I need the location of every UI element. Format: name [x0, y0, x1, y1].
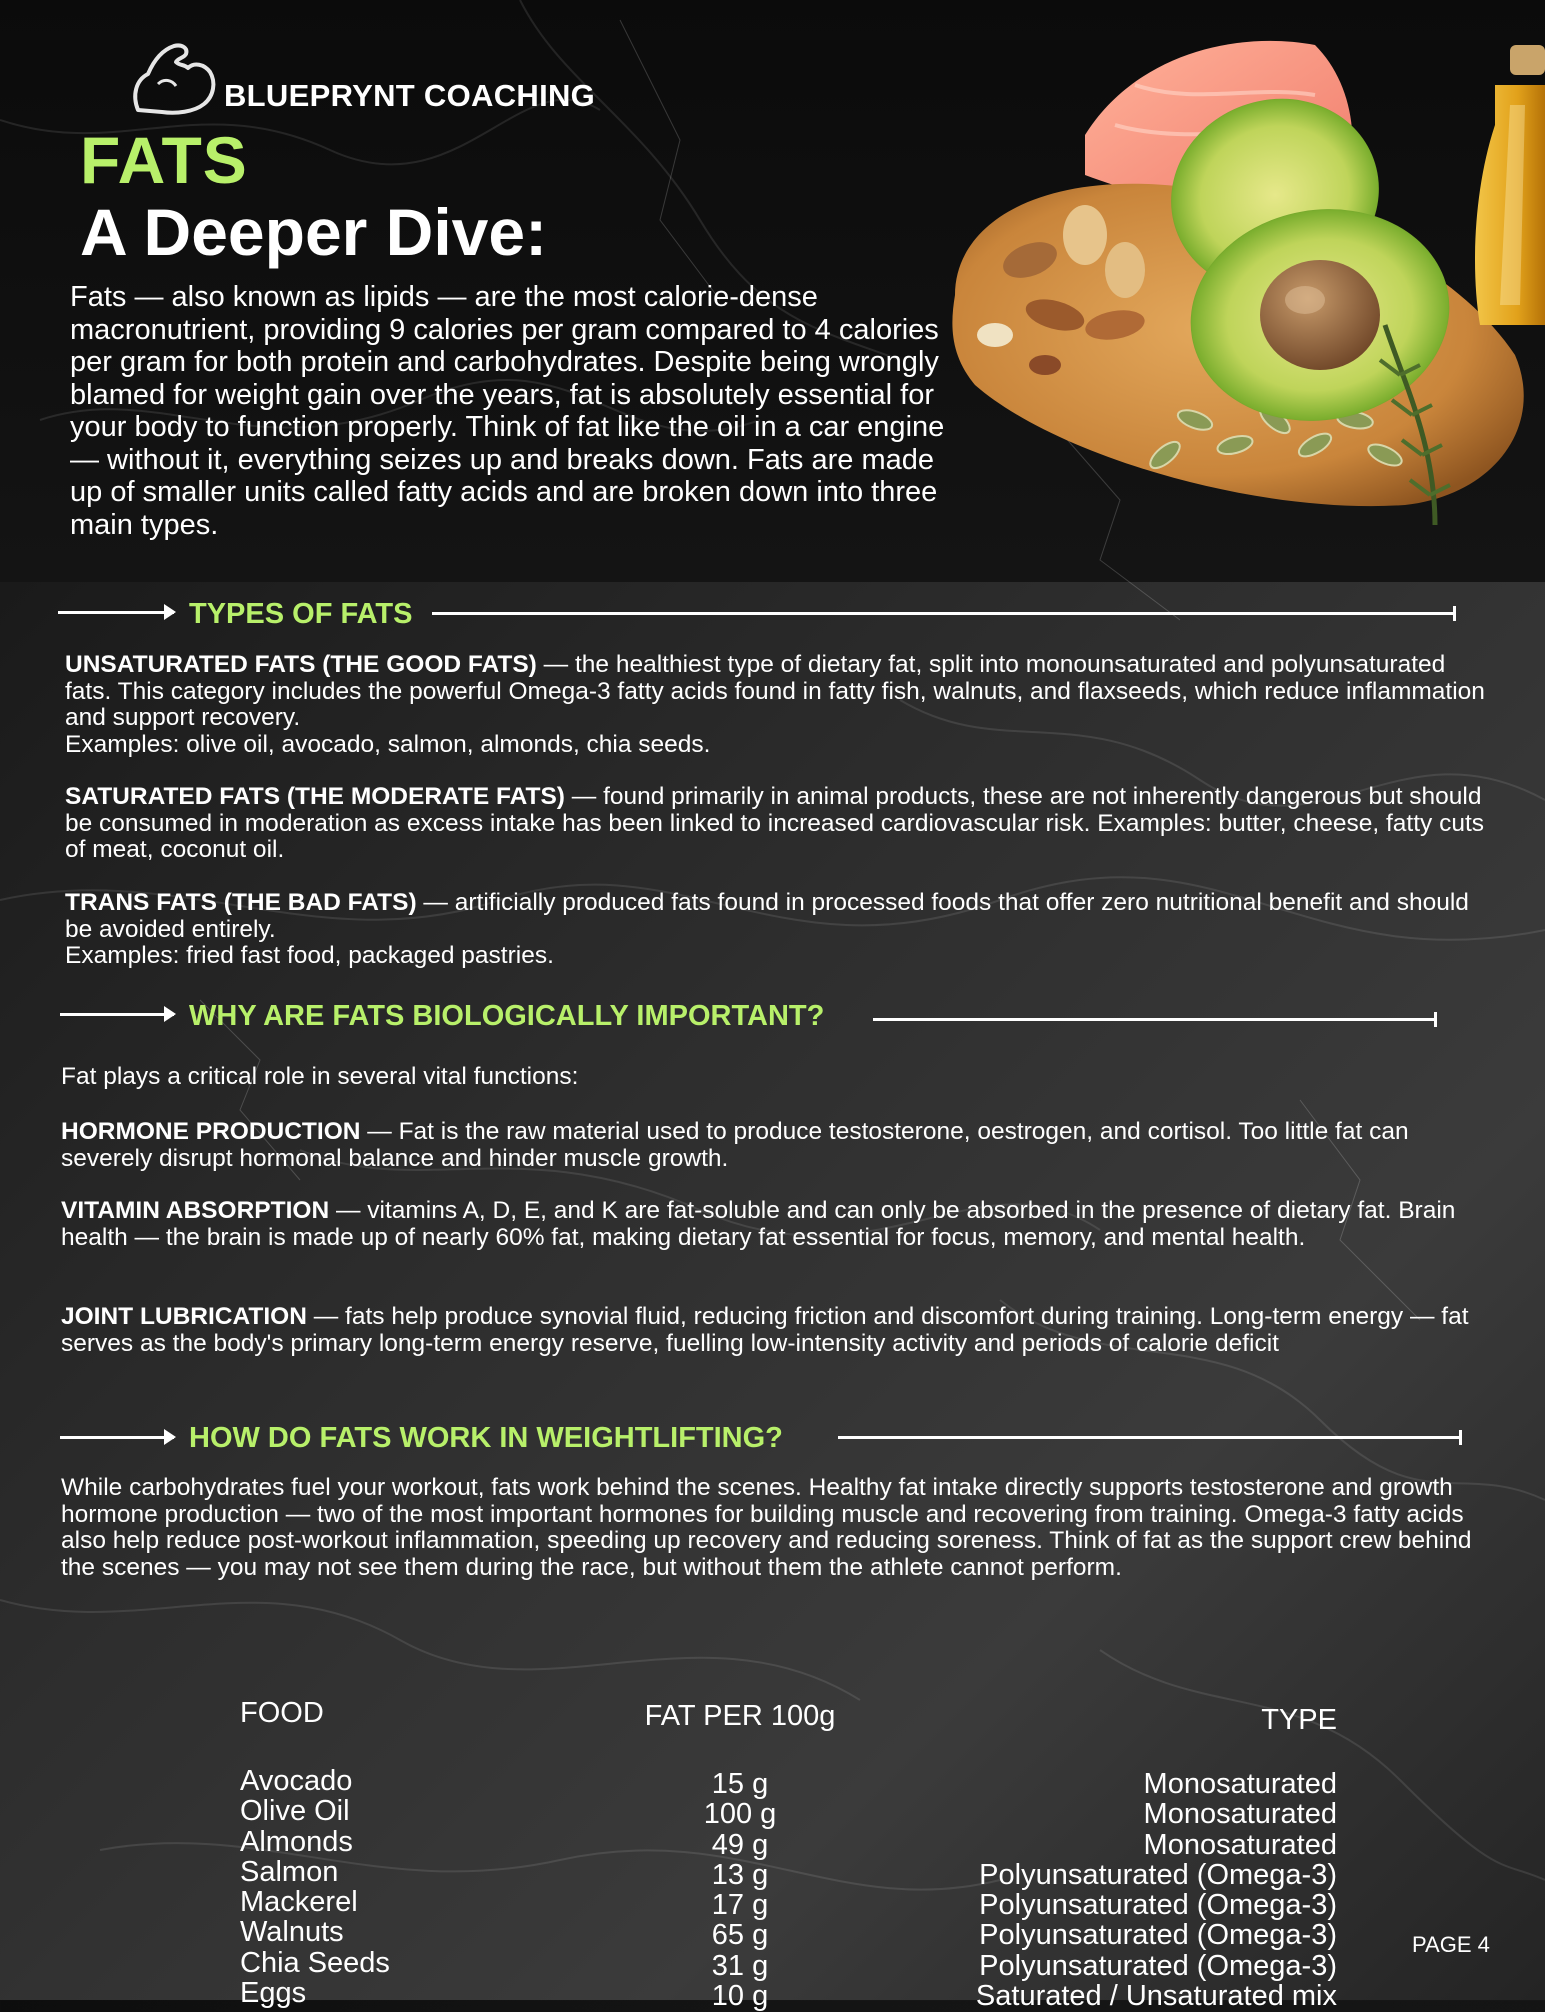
table-cell-type: Monosaturated [1143, 1798, 1337, 1831]
item-term: HORMONE PRODUCTION [61, 1118, 361, 1145]
importance-heading: WHY ARE FATS BIOLOGICALLY IMPORTANT? [189, 1000, 825, 1032]
table-cell-food: Olive Oil [240, 1795, 350, 1828]
importance-lead: Fat plays a critical role in several vital functions: [61, 1063, 579, 1090]
brand-name: BLUEPRYNT COACHING [224, 78, 596, 113]
food-column [240, 1697, 540, 2008]
table-cell-food: Avocado [240, 1765, 353, 1797]
item-term: SATURATED FATS (THE MODERATE FATS) [65, 783, 565, 810]
item-desc: — found primarily in animal products, these are not inherently dangerous but should be consumed in moderation as excess intake has been linked to increased cardiovascular risk. Examples: butter, cheese, fatty cuts of meat, coconut oil. [65, 783, 1485, 863]
section-rule [838, 1436, 1462, 1439]
table-cell-type: Polyunsaturated (Omega-3) [979, 1949, 1337, 1982]
types-heading: TYPES OF FATS [189, 598, 413, 630]
section-arrow [60, 1013, 174, 1016]
joint-lubrication-item [61, 1304, 1491, 1357]
saturated-fats-item [65, 784, 1495, 864]
table-cell-type: Monosaturated [1143, 1828, 1337, 1861]
table-cell-fat: 31 g [711, 1949, 769, 1982]
table-header-type: TYPE [1261, 1704, 1337, 1736]
unsaturated-fats-item [65, 652, 1495, 758]
table-header-fat: FAT PER 100g [644, 1700, 836, 1732]
item-examples: Examples: olive oil, avocado, salmon, almonds, chia seeds. [65, 730, 711, 758]
item-term: TRANS FATS (THE BAD FATS) [65, 889, 417, 916]
table-cell-fat: 100 g [703, 1798, 777, 1831]
item-desc: — fats help produce synovial fluid, reducing friction and discomfort during training. Long-term energy — fat serves as the body's primary long-term energy reserve, fuelling low-intensity activity and periods of calorie deficit [61, 1303, 1469, 1357]
table-cell-fat: 15 g [711, 1768, 769, 1800]
table-cell-fat: 49 g [711, 1828, 769, 1861]
healthy-fats-food-image [935, 25, 1545, 545]
table-cell-type: Polyunsaturated (Omega-3) [979, 1858, 1337, 1891]
item-term: VITAMIN ABSORPTION [61, 1197, 330, 1224]
table-cell-food: Eggs [240, 1977, 307, 2010]
table-cell-food: Salmon [240, 1855, 339, 1888]
table-cell-type: Polyunsaturated (Omega-3) [979, 1919, 1337, 1952]
table-cell-type: Polyunsaturated (Omega-3) [979, 1889, 1337, 1922]
intro-paragraph: Fats — also known as lipids — are the most calorie-dense macronutrient, providing 9 calories per gram compared to 4 calories per gram for both protein and carbohydrates. Despite being wrongly blamed for weight gain over the years, fat is absolutely essential for your body to function properly. Think of fat like the oil in a car engine — without it, everything seizes up and breaks down. Fats are made up of smaller units called fatty acids and are broken down into three main types. [70, 281, 945, 541]
item-term: UNSATURATED FATS (THE GOOD FATS) [65, 651, 537, 678]
table-cell-food: Almonds [240, 1825, 353, 1858]
table-cell-food: Mackerel [240, 1886, 358, 1919]
trans-fats-item [65, 890, 1495, 970]
table-cell-food: Chia Seeds [240, 1946, 390, 1979]
table-cell-fat: 17 g [711, 1889, 769, 1922]
page-subtitle: A Deeper Dive: [80, 195, 548, 269]
item-examples: Examples: fried fast food, packaged pastries. [65, 942, 554, 969]
item-desc: — vitamins A, D, E, and K are fat-soluble and can only be absorbed in the presence of dietary fat. Brain health — the brain is made up of nearly 60% fat, making dietary fat essential for focus, memory, and mental health. [61, 1197, 1456, 1251]
table-cell-type: Monosaturated [1143, 1768, 1337, 1800]
hormone-production-item [61, 1119, 1491, 1172]
weightlifting-heading: HOW DO FATS WORK IN WEIGHTLIFTING? [189, 1422, 783, 1454]
section-rule [873, 1018, 1437, 1021]
weightlifting-paragraph: While carbohydrates fuel your workout, fats work behind the scenes. Healthy fat intake directly supports testosterone and growth hormone production — two of the most important hormones for building muscle and recovering from training. Omega-3 fatty acids also help reduce post-workout inflammation, speeding up recovery and reducing soreness. Think of fat as the support crew behind the scenes — you may not see them during the race, but without them the athlete cannot perform. [61, 1474, 1472, 1581]
table-cell-type: Saturated / Unsaturated mix [975, 1980, 1337, 2012]
table-cell-fat: 65 g [711, 1919, 769, 1952]
item-term: JOINT LUBRICATION [61, 1303, 307, 1330]
table-cell-fat: 13 g [711, 1858, 769, 1891]
flexed-arm-icon [128, 40, 220, 118]
section-rule [432, 612, 1456, 615]
item-desc: — Fat is the raw material used to produce testosterone, oestrogen, and cortisol. Too little fat can severely disrupt hormonal balance and hinder muscle growth. [61, 1118, 1409, 1172]
page-number: PAGE 4 [1412, 1932, 1490, 1957]
section-arrow [58, 611, 174, 614]
page-title: FATS [80, 123, 248, 197]
section-arrow [60, 1436, 174, 1439]
item-desc: — artificially produced fats found in processed foods that offer zero nutritional benefit and should be avoided entirely. [65, 889, 1469, 943]
item-desc: — the healthiest type of dietary fat, split into monounsaturated and polyunsaturated fats. This category includes the powerful Omega-3 fatty acids found in fatty fish, walnuts, and flaxseeds, which reduce inflammation and support recovery. [65, 651, 1485, 731]
type-column [880, 1700, 1337, 2011]
table-cell-fat: 10 g [711, 1980, 769, 2012]
table-cell-food: Walnuts [240, 1916, 344, 1949]
vitamin-absorption-item [61, 1198, 1491, 1251]
table-header-food: FOOD [240, 1697, 324, 1729]
fat-column [640, 1700, 840, 2011]
